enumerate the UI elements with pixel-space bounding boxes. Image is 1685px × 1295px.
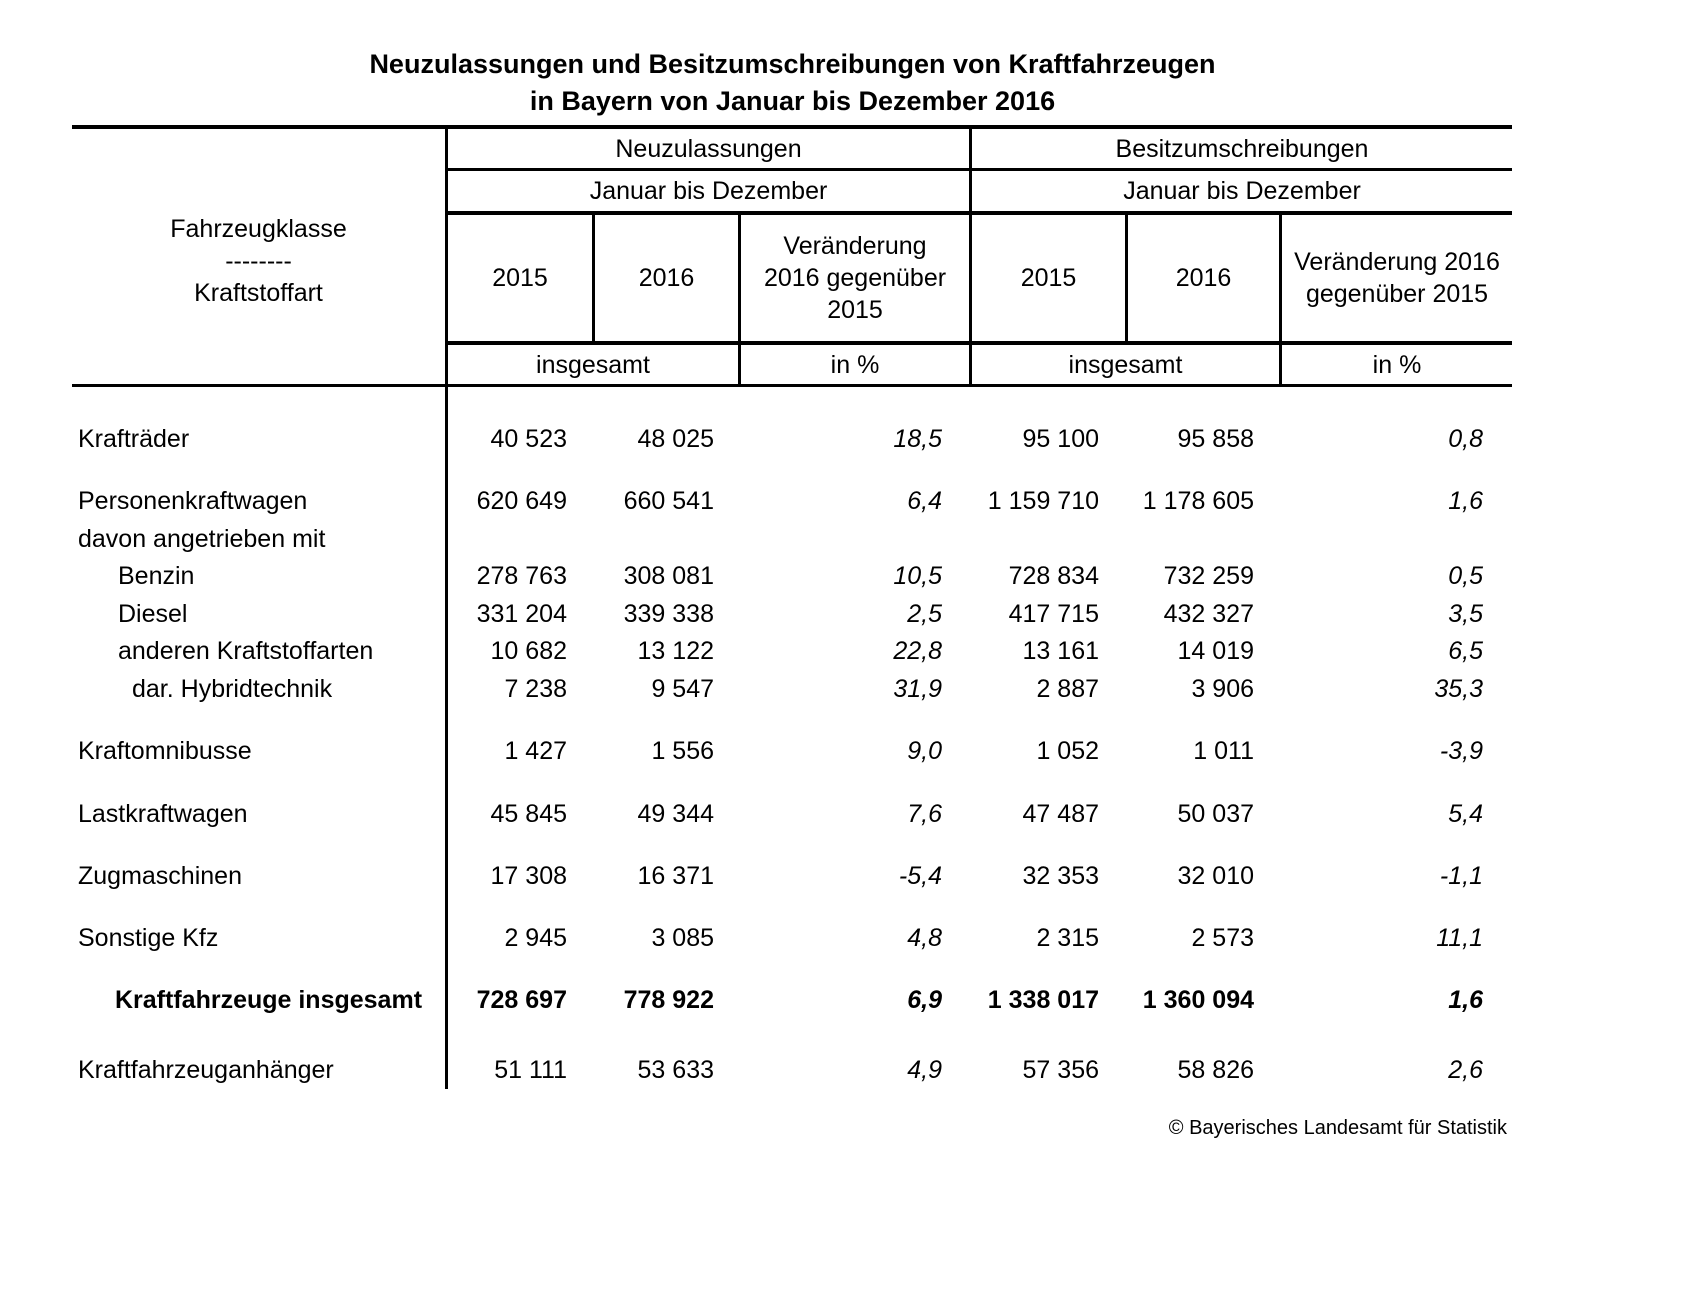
unit-pct-bu: in % <box>1372 350 1422 379</box>
cell-bu2016: 14 019 <box>1177 637 1254 665</box>
cell-nz2015: 2 945 <box>504 924 567 952</box>
header-bottom-rule <box>72 384 1512 387</box>
unit-total-nz: insgesamt <box>536 350 650 379</box>
cell-buchg: 3,5 <box>1448 600 1483 628</box>
row-label: Kraftfahrzeuganhänger <box>78 1056 334 1084</box>
row-label: Personenkraftwagen <box>78 487 308 515</box>
group-header-besitzumschreibungen: Besitzumschreibungen <box>1115 135 1369 163</box>
cell-nzchg: 4,8 <box>907 924 942 952</box>
cell-bu2015: 2 315 <box>1036 924 1099 952</box>
cell-bu2016: 1 178 605 <box>1142 487 1254 515</box>
cell-nz2016: 660 541 <box>623 487 714 515</box>
cell-bu2016: 58 826 <box>1177 1056 1254 1084</box>
cell-buchg: 1,6 <box>1448 487 1483 515</box>
cell-bu2016: 1 360 094 <box>1142 986 1254 1014</box>
cell-bu2015: 1 052 <box>1036 737 1099 765</box>
cell-bu2016: 732 259 <box>1163 562 1254 590</box>
cell-nzchg: 6,4 <box>907 487 942 515</box>
cell-nz2016: 48 025 <box>637 425 714 453</box>
cell-nzchg: 7,6 <box>907 800 942 828</box>
cell-nz2015: 51 111 <box>494 1056 567 1084</box>
col-header-bu-change: Veränderung 2016 gegenüber 2015 <box>1294 248 1500 308</box>
col-header-nz-2015: 2015 <box>492 264 548 292</box>
cell-nzchg: 9,0 <box>907 737 942 765</box>
cell-bu2015: 2 887 <box>1036 675 1099 703</box>
group-header-neuzulassungen: Neuzulassungen <box>615 135 802 163</box>
cell-buchg: -1,1 <box>1439 862 1483 890</box>
cell-bu2015: 1 159 710 <box>987 487 1099 515</box>
cell-nz2016: 9 547 <box>651 675 714 703</box>
cell-bu2016: 2 573 <box>1191 924 1254 952</box>
col-header-nz-change: Veränderung 2016 gegenüber 2015 <box>763 232 947 324</box>
cell-bu2015: 417 715 <box>1008 600 1099 628</box>
cell-nz2015: 7 238 <box>504 675 567 703</box>
cell-buchg: 11,1 <box>1436 924 1483 952</box>
cell-nzchg: 18,5 <box>893 425 942 453</box>
cell-nz2015: 331 204 <box>476 600 567 628</box>
period-header-2: Januar bis Dezember <box>1123 177 1361 205</box>
cell-nz2016: 339 338 <box>623 600 714 628</box>
cell-bu2015: 95 100 <box>1022 425 1099 453</box>
cell-buchg: 2,6 <box>1448 1056 1483 1084</box>
row-label: Lastkraftwagen <box>78 800 248 828</box>
row-label: Benzin <box>118 562 195 590</box>
cell-nz2015: 40 523 <box>490 425 567 453</box>
row-label-bottom: Kraftstoffart <box>194 279 323 307</box>
cell-nz2015: 17 308 <box>490 862 567 890</box>
cell-bu2015: 13 161 <box>1022 637 1099 665</box>
cell-buchg: 0,8 <box>1448 425 1483 453</box>
cell-bu2015: 1 338 017 <box>987 986 1099 1014</box>
cell-nz2016: 13 122 <box>637 637 714 665</box>
cell-nzchg: 22,8 <box>893 637 942 665</box>
cell-nz2015: 278 763 <box>476 562 567 590</box>
row-label-top: Fahrzeugklasse <box>170 215 347 243</box>
cell-nz2015: 728 697 <box>476 986 567 1014</box>
cell-bu2015: 728 834 <box>1008 562 1099 590</box>
cell-bu2016: 50 037 <box>1177 800 1254 828</box>
cell-buchg: 1,6 <box>1448 986 1483 1014</box>
cell-bu2016: 1 011 <box>1193 737 1254 765</box>
cell-nz2015: 45 845 <box>490 800 567 828</box>
row-label: Zugmaschinen <box>78 862 242 890</box>
cell-nz2015: 620 649 <box>476 487 567 515</box>
cell-nz2016: 778 922 <box>623 986 714 1014</box>
row-label: Krafträder <box>78 425 190 453</box>
cell-bu2016: 432 327 <box>1163 600 1254 628</box>
col-header-bu-2015: 2015 <box>1020 264 1077 292</box>
cell-nzchg: 2,5 <box>907 600 942 628</box>
row-label: dar. Hybridtechnik <box>132 675 333 703</box>
cell-nzchg: 31,9 <box>893 675 942 703</box>
cell-buchg: 0,5 <box>1448 562 1483 590</box>
cell-buchg: 5,4 <box>1448 800 1483 828</box>
row-label: Kraftomnibusse <box>78 737 252 765</box>
unit-total-bu: insgesamt <box>1068 350 1183 379</box>
col-header-bu-2016: 2016 <box>1175 264 1232 292</box>
cell-nz2015: 1 427 <box>504 737 567 765</box>
cell-nz2016: 3 085 <box>651 924 714 952</box>
cell-bu2015: 57 356 <box>1022 1056 1099 1084</box>
row-label-header <box>72 205 445 317</box>
col-header-nz-2016: 2016 <box>638 264 695 292</box>
cell-bu2016: 3 906 <box>1191 675 1254 703</box>
cell-nz2016: 16 371 <box>637 862 714 890</box>
row-label: anderen Kraftstoffarten <box>118 637 374 665</box>
cell-bu2015: 32 353 <box>1022 862 1099 890</box>
cell-bu2016: 32 010 <box>1177 862 1254 890</box>
cell-nz2016: 49 344 <box>637 800 714 828</box>
cell-bu2015: 47 487 <box>1022 800 1099 828</box>
cell-buchg: 6,5 <box>1448 637 1483 665</box>
cell-nz2016: 53 633 <box>637 1056 714 1084</box>
cell-bu2016: 95 858 <box>1177 425 1254 453</box>
cell-nz2016: 308 081 <box>623 562 714 590</box>
cell-nzchg: 4,9 <box>907 1056 942 1084</box>
cell-nzchg: 10,5 <box>893 562 942 590</box>
cell-nz2016: 1 556 <box>651 737 714 765</box>
row-label: Kraftfahrzeuge insgesamt <box>115 986 423 1014</box>
title-line-1: Neuzulassungen und Besitzumschreibungen von Kraftfahrzeugen <box>369 49 1216 79</box>
row-label-separator: -------- <box>225 247 292 275</box>
row-label: Sonstige Kfz <box>78 924 219 952</box>
period-header-1: Januar bis Dezember <box>589 177 828 205</box>
row-label: Diesel <box>118 600 188 628</box>
cell-buchg: -3,9 <box>1439 737 1483 765</box>
cell-buchg: 35,3 <box>1434 675 1483 703</box>
copyright-note: © Bayerisches Landesamt für Statistik <box>1168 1117 1507 1139</box>
unit-pct-nz: in % <box>830 350 880 379</box>
title-line-2: in Bayern von Januar bis Dezember 2016 <box>529 86 1056 116</box>
cell-nzchg: -5,4 <box>898 862 942 890</box>
cell-nzchg: 6,9 <box>907 986 942 1014</box>
row-label: davon angetrieben mit <box>78 525 326 553</box>
cell-nz2015: 10 682 <box>490 637 567 665</box>
